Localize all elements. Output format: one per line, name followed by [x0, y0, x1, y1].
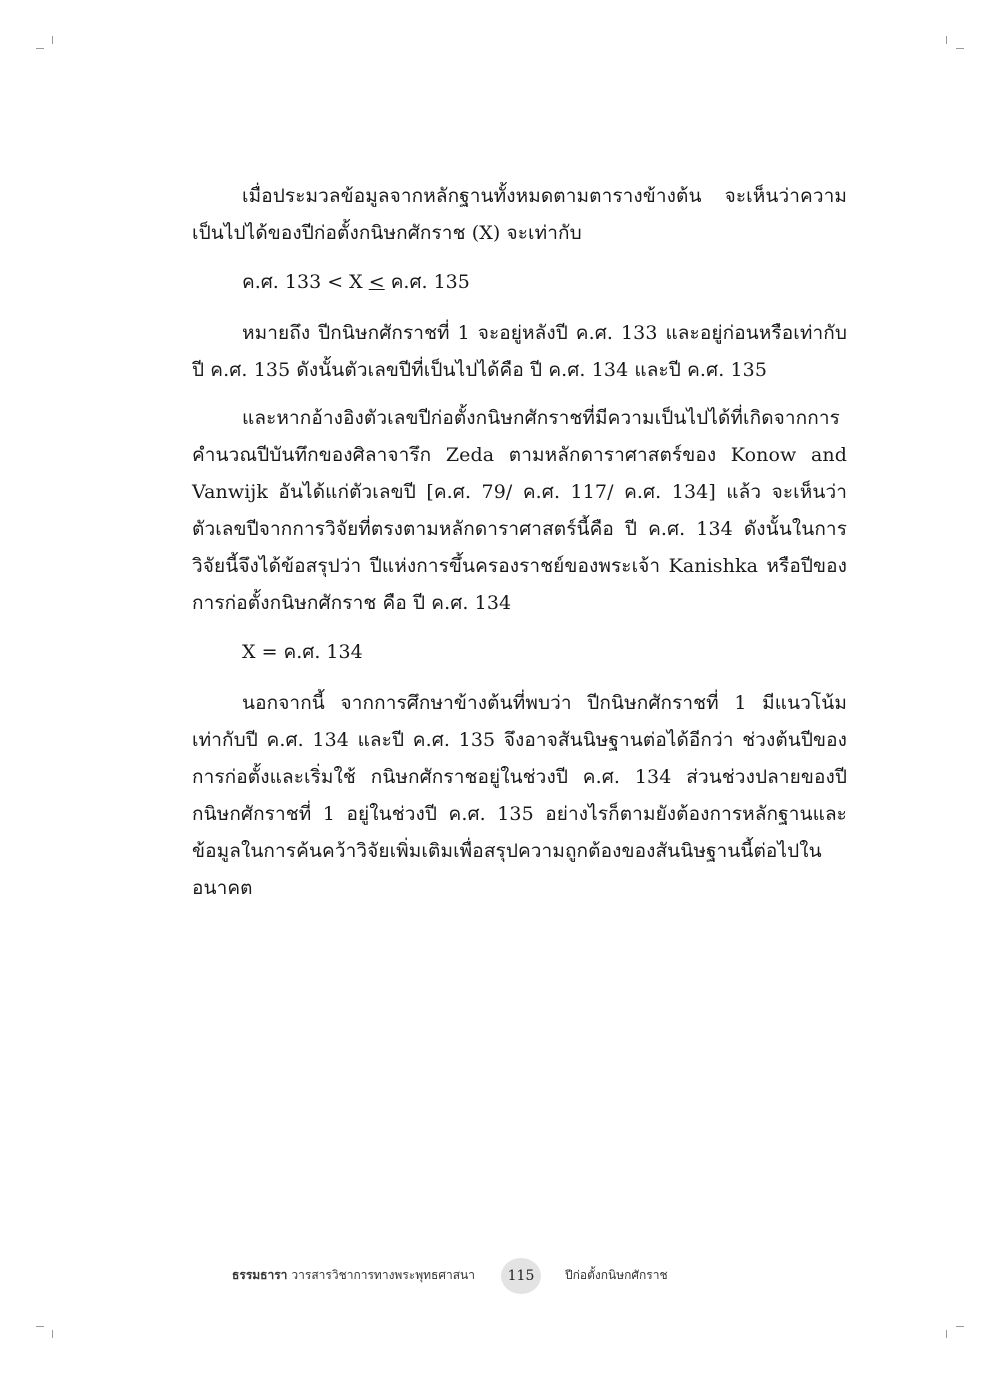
crop-mark-top-right-v: [946, 36, 947, 44]
crop-mark-top-left-h: [36, 48, 44, 49]
paragraph-2: หมายถึง ปีกนิษกศักราชที่ 1 จะอยู่หลังปี ค.ศ. 133 และอยู่ก่อนหรือเท่ากับปี ค.ศ. 135 ดังนั้นตัวเลขปีที่เป็นไปได้คือ ปี ค.ศ. 134 และปี ค.ศ. 135: [192, 322, 847, 381]
crop-mark-bottom-right-h: [956, 1326, 964, 1327]
formula-result: X = ค.ศ. 134: [242, 641, 363, 663]
paragraph-4: นอกจากนี้ จากการศึกษาข้างต้นที่พบว่า ปีกนิษกศักราชที่ 1 มีแนวโน้มเท่ากับปี ค.ศ. 134 และปี ค.ศ. 135 จึงอาจสันนิษฐานต่อได้อีกว่า ช่วงต้นปีของการก่อตั้งและเริ่มใช้ กนิษกศักราชอยู่ในช่วงปี ค.ศ. 134 ส่วนช่วงปลายของปีกนิษกศักราชที่ 1 อยู่ในช่วงปี ค.ศ. 135 อย่างไรก็ตามยังต้องการหลักฐานและข้อมูลในการค้นคว้าวิจัยเพิ่มเติมเพื่อสรุปความถูกต้องของสันนิษฐานนี้ต่อไปในอนาคต: [192, 692, 847, 899]
formula-range: [192, 264, 847, 301]
paragraph-1: เมื่อประมวลข้อมูลจากหลักฐานทั้งหมดตามตารางข้างต้น จะเห็นว่าความเป็นไปได้ของปีก่อตั้งกนิษกศักราช (X) จะเท่ากับ: [192, 185, 847, 244]
footer-article-title: ปีก่อตั้งกนิษกศักราช: [565, 1268, 668, 1282]
journal-name: ธรรมธารา: [232, 1268, 288, 1282]
crop-mark-top-right-h: [956, 48, 964, 49]
crop-mark-bottom-left-h: [36, 1326, 44, 1327]
page-footer: [0, 1258, 1000, 1294]
formula-range-left: ค.ศ. 133 < X: [242, 271, 369, 293]
crop-mark-top-left-v: [52, 36, 53, 44]
journal-subtitle: วารสารวิชาการทางพระพุทธศาสนา: [291, 1268, 475, 1282]
body-text: [192, 178, 847, 919]
footer-journal: [232, 1266, 475, 1285]
formula-range-le-sign: <: [368, 271, 385, 293]
paragraph-3: และหากอ้างอิงตัวเลขปีก่อตั้งกนิษกศักราชที่มีความเป็นไปได้ที่เกิดจากการคำนวณปีบันทึกของศิลาจารึก Zeda ตามหลักดาราศาสตร์ของ Konow and Vanwijk อันได้แก่ตัวเลขปี [ค.ศ. 79/ ค.ศ. 117/ ค.ศ. 134] แล้ว จะเห็นว่าตัวเลขปีจากการวิจัยที่ตรงตามหลักดาราศาสตร์นี้คือ ปี ค.ศ. 134 ดังนั้นในการวิจัยนี้จึงได้ข้อสรุปว่า ปีแห่งการขึ้นครองราชย์ของพระเจ้า Kanishka หรือปีของการก่อตั้งกนิษกศักราช คือ ปี ค.ศ. 134: [192, 407, 847, 614]
formula-range-right: ค.ศ. 135: [384, 271, 470, 293]
page-number: 115: [501, 1258, 541, 1294]
crop-mark-bottom-left-v: [52, 1330, 53, 1338]
crop-mark-bottom-right-v: [946, 1330, 947, 1338]
